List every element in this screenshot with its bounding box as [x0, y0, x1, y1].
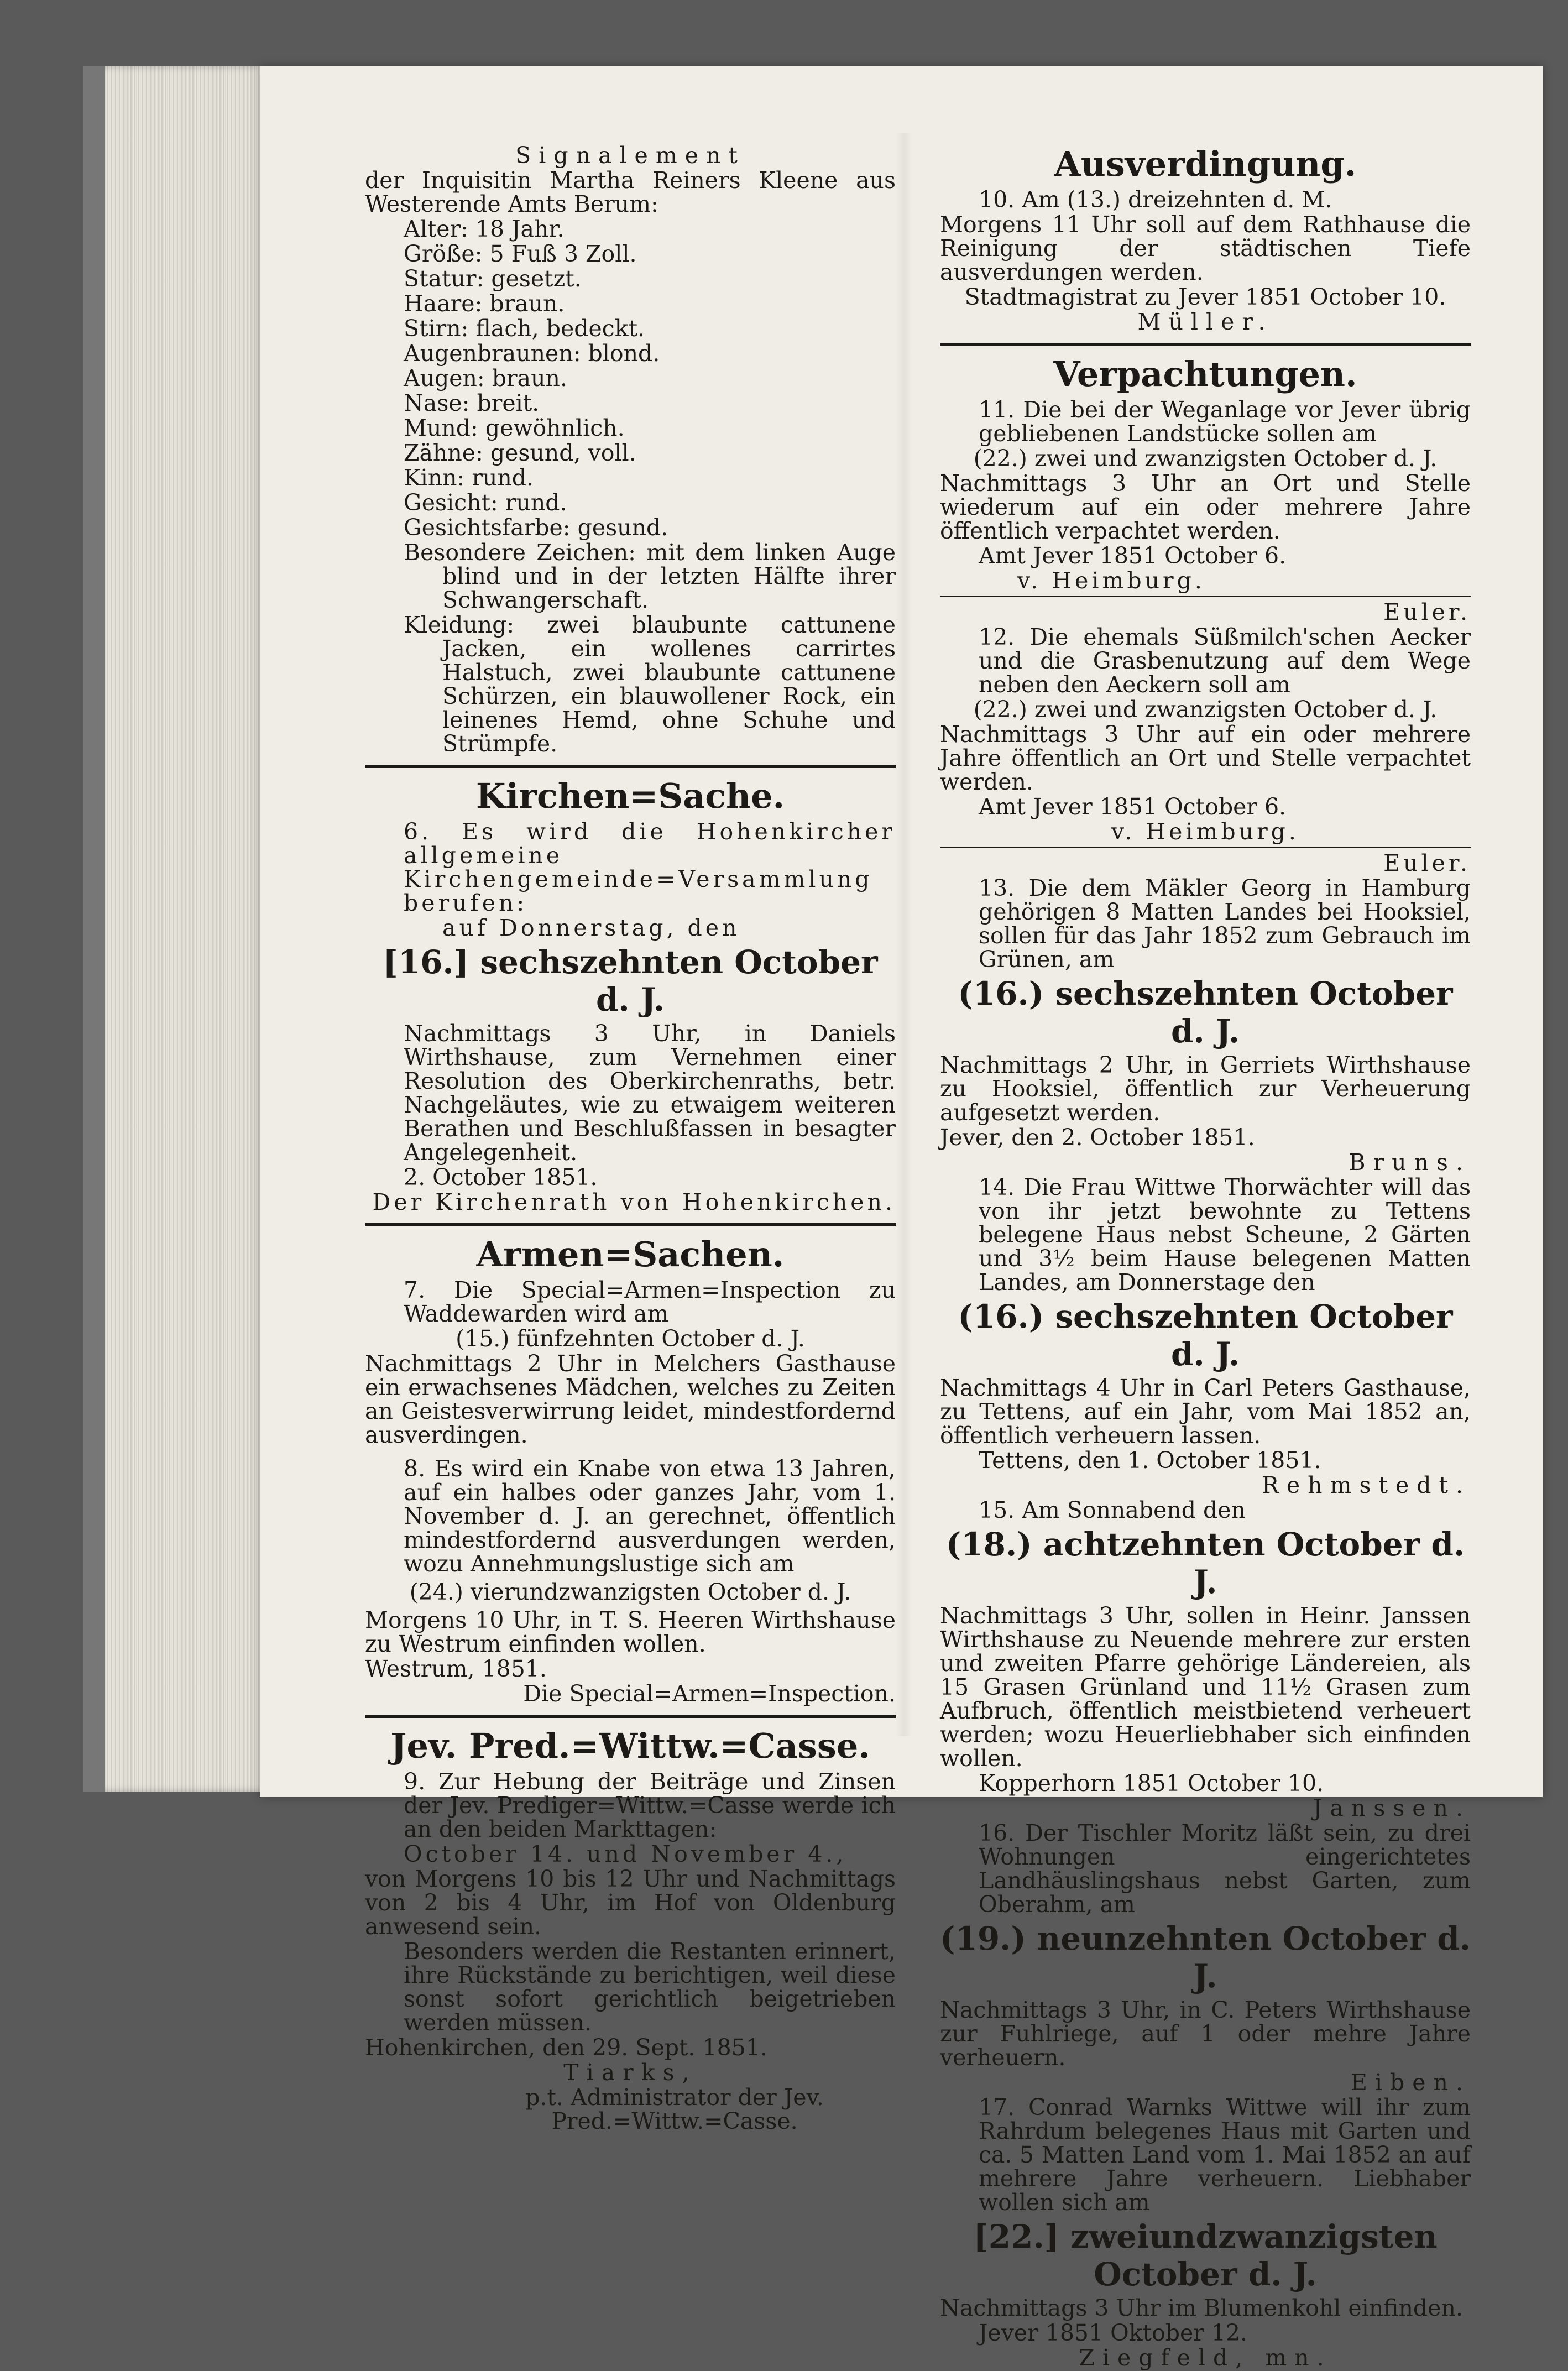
notice-10-signature: Müller. [1137, 309, 1273, 335]
notice-9-place-date: Hohenkirchen, den 29. Sept. 1851. [365, 2034, 767, 2061]
notice-15: 15. Am Sonnabend den [979, 1497, 1246, 1523]
signalement-item: Statur: gesetzt. [404, 265, 582, 292]
right-column [940, 144, 1471, 2371]
notice-11-signature-2: Euler. [1383, 599, 1471, 625]
notice-16: 16. Der Tischler Moritz läßt sein, zu drei Wohnungen eingerichtetes Landhäuslingshaus nebst Garten, zum Oberahm, am [979, 1820, 1471, 1918]
notice-9-name: Tiarks, [563, 2059, 697, 2086]
notice-11-place: Amt Jever 1851 October 6. [979, 542, 1287, 569]
signalement-list [365, 217, 896, 756]
section-heading-verpachtungen: Verpachtungen. [1053, 354, 1357, 394]
signalement-item: Augen: braun. [404, 365, 567, 391]
signalement-item: Kleidung: zwei blaubunte cattunene Jacken, ein wollenes carrirtes Halstuch, zwei blaubunte cattunene Schürzen, ein blauwollener Rock, ein leinenes Hemd, ohne Schuhe und Strümpfe. [404, 612, 896, 757]
notice-11: 11. Die bei der Weganlage vor Jever übrig gebliebenen Landstücke sollen am [979, 396, 1471, 447]
notice-14-body: Nachmittags 4 Uhr in Carl Peters Gasthause, zu Tettens, auf ein Jahr, vom Mai 1852 an, öffentlich verheuern lassen. [940, 1375, 1471, 1449]
newspaper-page [260, 66, 1543, 2371]
notice-9-body: von Morgens 10 bis 12 Uhr und Nachmittags von 2 bis 4 Uhr, im Hof von Oldenburg anwesend sein. [365, 1866, 896, 1940]
book-page-edges [83, 66, 288, 1792]
signalement-item: Mund: gewöhnlich. [404, 415, 625, 441]
notice-14: 14. Die Frau Wittwe Thorwächter will das von ihr jetzt bewohnte zu Tettens belegene Haus nebst Scheune, 2 Gärten und 3½ beim Hause belegenen Matten Landes, am Donnerstage den [979, 1174, 1471, 1296]
notice-12-date: (22.) zwei und zwanzigsten October d. J. [973, 696, 1438, 723]
section-rule [365, 1715, 896, 1718]
notice-7: 7. Die Special=Armen=Inspection zu Waddewarden wird am [404, 1277, 896, 1327]
notice-6-signature: Der Kirchenrath von Hohenkirchen. [372, 1189, 896, 1215]
notice-9-dates: October 14. und November 4., [404, 1841, 847, 1867]
section-rule [365, 765, 896, 768]
section-rule [365, 1223, 896, 1226]
signalement-item: Alter: 18 Jahr. [404, 216, 565, 242]
notice-8-date: (24.) vierundzwanzigsten October d. J. [409, 1579, 851, 1605]
notice-6-date: [16.] sechszehnten October d. J. [383, 943, 878, 1019]
signalement-item: Augenbraunen: blond. [404, 340, 660, 367]
notice-17: 17. Conrad Warnks Wittwe will ihr zum Rahrdum belegenes Haus mit Garten und ca. 5 Matten Land vom 1. Mai 1852 an auf mehrere Jahre verheuern. Liebhaber wollen sich am [979, 2094, 1471, 2216]
notice-8-place: Westrum, 1851. [365, 1655, 547, 1682]
notice-8-body: Morgens 10 Uhr, in T. S. Heeren Wirthshause zu Westrum einfinden wollen. [365, 1607, 896, 1657]
notice-8: 8. Es wird ein Knabe von etwa 13 Jahren, auf ein halbes oder ganzes Jahr, vom 1. November d. J. an gerechnet, öffentlich mindestfordernd ausverdungen werden, wozu Annehmungslustige sich am [404, 1455, 896, 1577]
signalement-item: Gesicht: rund. [404, 489, 567, 516]
notice-15-place: Kopperhorn 1851 October 10. [979, 1770, 1324, 1796]
notice-14-date: (16.) sechszehnten October d. J. [958, 1298, 1453, 1373]
notice-13-place: Jever, den 2. October 1851. [940, 1124, 1255, 1151]
notice-14-place: Tettens, den 1. October 1851. [979, 1447, 1321, 1474]
signalement-item: Nase: breit. [404, 390, 540, 416]
notice-6-body: Nachmittags 3 Uhr, in Daniels Wirthshause, zum Vernehmen einer Resolution des Oberkirchenraths, betr. Nachgeläutes, wie zu etwaigem weiteren Berathen und Beschlußfassen in besagter Angelegenheit. [404, 1020, 896, 1166]
notice-13-signature: Bruns. [1349, 1149, 1471, 1176]
divider [940, 847, 1471, 848]
notice-6: 6. Es wird die Hohenkircher allgemeine Kirchengemeinde=Versammlung berufen: [404, 818, 896, 916]
signalement-item: Kinn: rund. [404, 464, 534, 491]
notice-17-body: Nachmittags 3 Uhr im Blumenkohl einfinden. [940, 2295, 1463, 2321]
notice-15-signature: Janssen. [1313, 1795, 1471, 1821]
notice-11-signature-1: v. Heimburg. [1017, 567, 1205, 594]
signalement-item: Gesichtsfarbe: gesund. [404, 514, 668, 541]
notice-17-date: [22.] zweiundzwanzigsten October d. J. [973, 2218, 1438, 2293]
notice-12-signature-2: Euler. [1383, 850, 1471, 876]
notice-17-signature: Ziegfeld, mn. [1079, 2344, 1332, 2371]
notice-14-signature: Rehmstedt. [1262, 1472, 1471, 1498]
notice-16-signature: Eiben. [1351, 2069, 1471, 2096]
notice-7-date: (15.) fünfzehnten October d. J. [456, 1325, 805, 1352]
notice-8-signature: Die Special=Armen=Inspection. [523, 1680, 896, 1707]
notice-15-date: (18.) achtzehnten October d. J. [945, 1526, 1465, 1601]
notice-12: 12. Die ehemals Süßmilch'schen Aecker und die Grasbenutzung auf dem Wege neben den Aeckern soll am [979, 624, 1471, 698]
notice-6-date-line: 2. October 1851. [404, 1164, 598, 1190]
notice-13: 13. Die dem Mäkler Georg in Hamburg gehörigen 8 Matten Landes bei Hooksiel, sollen für das Jahr 1852 zum Gebrauch im Grünen, am [979, 875, 1471, 973]
signalement-item: Größe: 5 Fuß 3 Zoll. [404, 241, 637, 267]
notice-11-body: Nachmittags 3 Uhr an Ort und Stelle wiederum auf ein oder mehrere Jahre öffentlich verpachtet werden. [940, 470, 1471, 544]
section-heading-armen: Armen=Sachen. [476, 1234, 785, 1275]
notice-16-date: (19.) neunzehnten October d. J. [940, 1920, 1471, 1995]
section-heading-kirchen: Kirchen=Sache. [475, 776, 785, 816]
signalement-item: Zähne: gesund, voll. [404, 440, 636, 466]
signalement-intro: der Inquisitin Martha Reiners Kleene aus Westerende Amts Berum: [365, 167, 896, 217]
notice-11-date: (22.) zwei und zwanzigsten October d. J. [973, 445, 1438, 472]
notice-6-line: auf Donnerstag, den [442, 915, 740, 941]
notice-9: 9. Zur Hebung der Beiträge und Zinsen der Jev. Prediger=Wittw.=Casse werde ich an den beiden Markttagen: [404, 1768, 896, 1842]
notice-12-place: Amt Jever 1851 October 6. [979, 793, 1287, 820]
notice-17-place: Jever 1851 Oktober 12. [979, 2320, 1248, 2346]
signalement-title: Signalement [515, 142, 745, 169]
section-heading-ausverdingung: Ausverdingung. [1054, 144, 1357, 184]
notice-9-reminder: Besonders werden die Restanten erinnert, ihre Rückstände zu berichtigen, weil diese sonst sofort gerichtlich beigetrieben werden müssen. [404, 1938, 896, 2036]
notice-16-body: Nachmittags 3 Uhr, in C. Peters Wirthshause zur Fuhlriege, auf 1 oder mehre Jahre verheuern. [940, 1997, 1471, 2071]
divider [940, 596, 1471, 597]
notice-12-body: Nachmittags 3 Uhr auf ein oder mehrere Jahre öffentlich an Ort und Stelle verpachtet werden. [940, 721, 1471, 795]
section-rule [940, 343, 1471, 346]
notice-13-body: Nachmittags 2 Uhr, in Gerriets Wirthshause zu Hooksiel, öffentlich zur Verheuerung aufgesetzt werden. [940, 1052, 1471, 1126]
notice-12-signature-1: v. Heimburg. [1111, 818, 1299, 845]
notice-15-body: Nachmittags 3 Uhr, sollen in Heinr. Janssen Wirthshause zu Neuende mehrere zur ersten und zweiten Pfarre gehörige Ländereien, als 15 Grasen Grünland und 11½ Grasen zum Aufbruch, öffentlich meistbietend verheuert werden; wozu Heuerliebhaber sich einfinden wollen. [940, 1602, 1471, 1772]
notice-7-body: Nachmittags 2 Uhr in Melchers Gasthause ein erwachsenes Mädchen, welches zu Zeiten an Geistesverwirrung leidet, mindestfordernd ausverdingen. [365, 1350, 896, 1448]
signalement-item: Haare: braun. [404, 290, 565, 317]
section-heading-casse: Jev. Pred.=Wittw.=Casse. [390, 1726, 870, 1766]
notice-13-date: (16.) sechszehnten October d. J. [958, 975, 1453, 1050]
notice-10-place: Stadtmagistrat zu Jever 1851 October 10. [964, 284, 1446, 310]
signalement-item: Besondere Zeichen: mit dem linken Auge blind und in der letzten Hälfte ihrer Schwangerschaft. [404, 539, 896, 613]
notice-9-title: p.t. Administrator der Jev. Pred.=Wittw.=Casse. [525, 2084, 824, 2134]
notice-10: 10. Am (13.) dreizehnten d. M. [979, 186, 1332, 213]
signalement-item: Stirn: flach, bedeckt. [404, 315, 645, 342]
notice-10-body: Morgens 11 Uhr soll auf dem Rathhause die Reinigung der städtischen Tiefe ausverdungen werden. [940, 211, 1471, 285]
